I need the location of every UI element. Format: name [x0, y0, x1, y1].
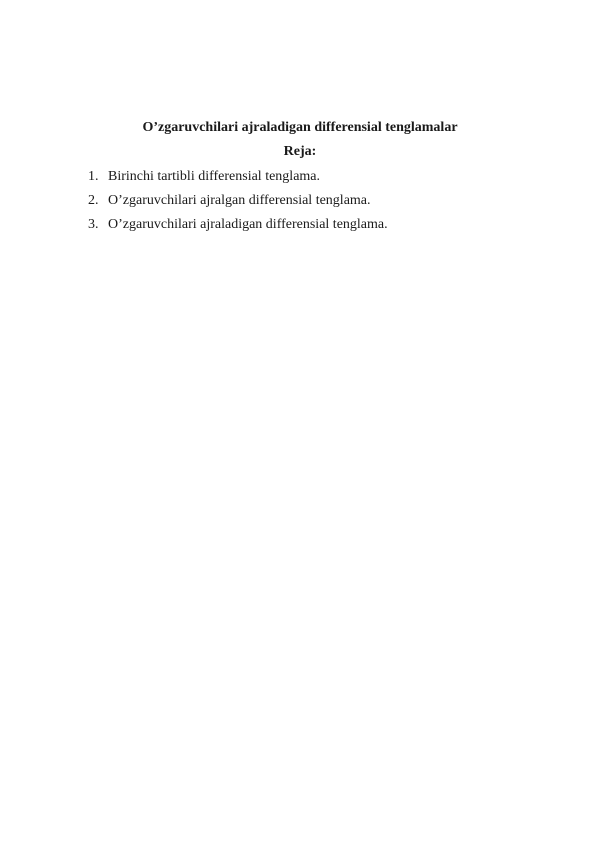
document-title: O’zgaruvchilari ajraladigan differensial tenglamalar: [142, 120, 458, 135]
plan-item: [88, 165, 388, 189]
plan-item-number: 1.: [88, 169, 99, 184]
plan-heading: Reja:: [283, 144, 317, 159]
plan-item-text: Birinchi tartibli differensial tenglama.: [108, 169, 321, 184]
plan-item: [88, 213, 388, 237]
plan-item-number: 3.: [88, 217, 99, 232]
plan-list: [88, 165, 388, 237]
plan-item-text: O’zgaruvchilari ajraladigan differensial tenglama.: [108, 217, 388, 232]
plan-item-number: 2.: [88, 193, 99, 208]
plan-item: [88, 189, 388, 213]
plan-item-text: O’zgaruvchilari ajralgan differensial tenglama.: [108, 193, 371, 208]
